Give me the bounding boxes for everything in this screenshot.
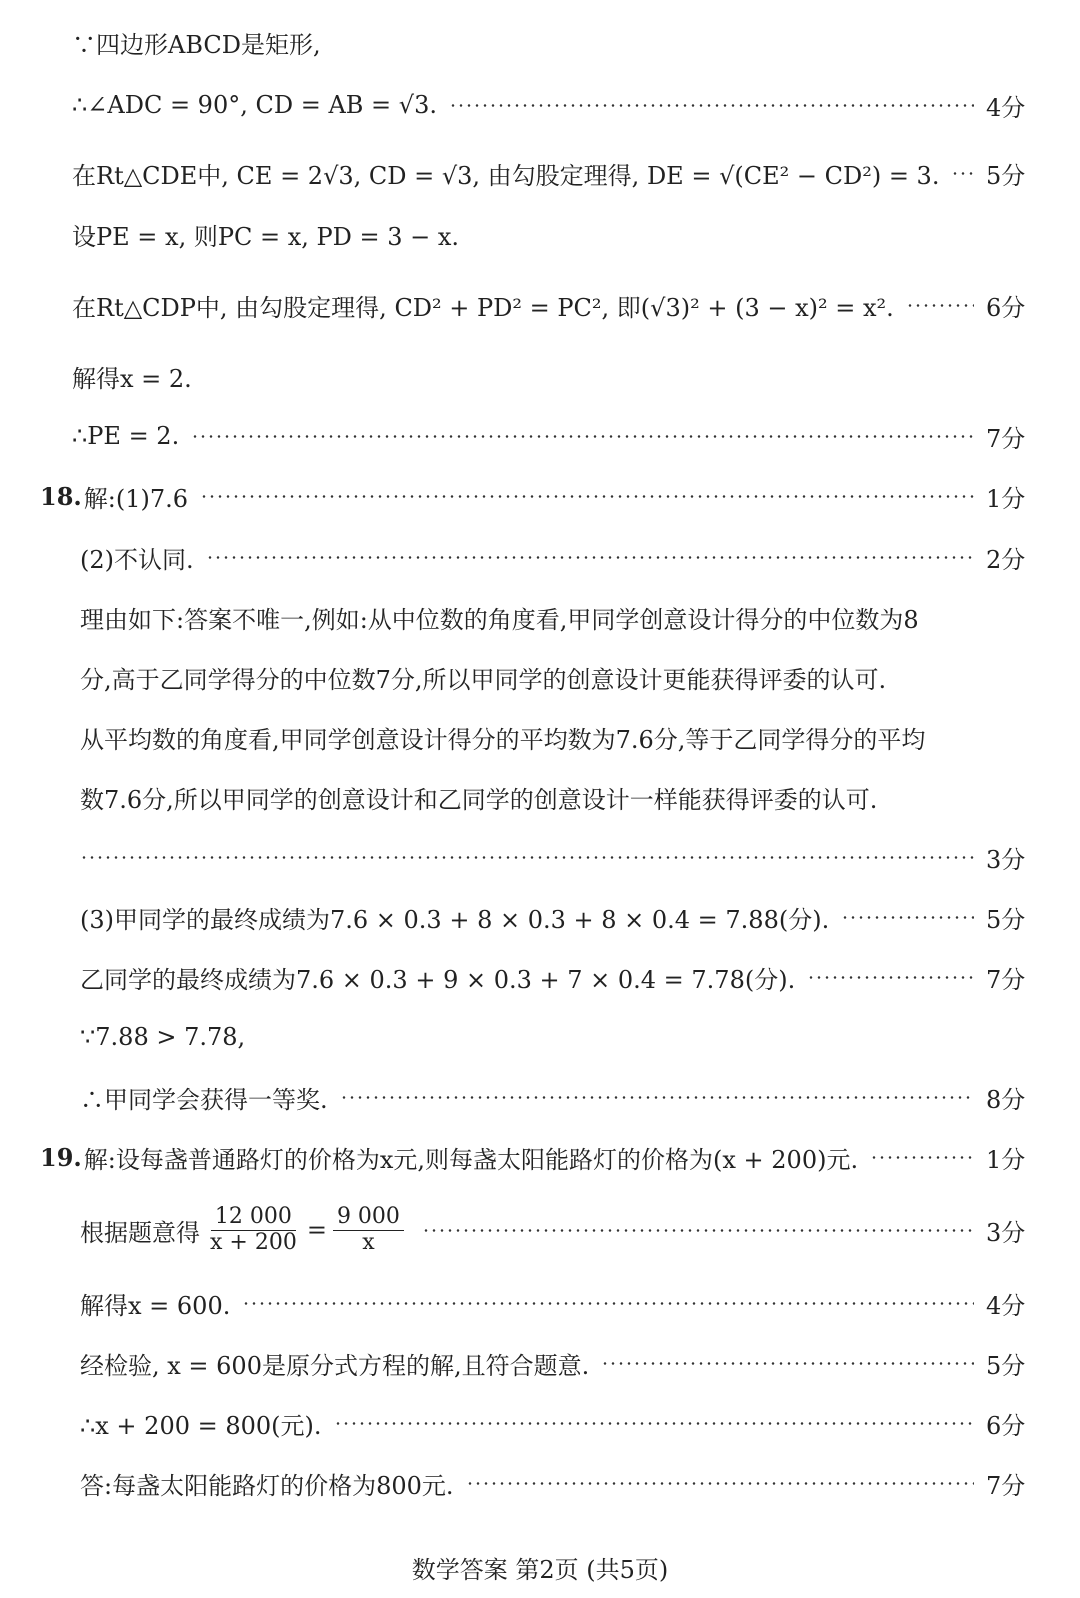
dot-leader (200, 495, 974, 498)
score-label: 6分 (986, 293, 1026, 322)
solution-line: 解得x = 600. 4分 (0, 1283, 1080, 1323)
dot-leader (334, 1422, 974, 1425)
score-label: 4分 (986, 1291, 1026, 1320)
score-label: 7分 (986, 965, 1026, 994)
solution-line: 解得x = 2. (72, 364, 192, 393)
dot-leader (951, 172, 974, 175)
solution-line: 乙同学的最终成绩为7.6 × 0.3 + 9 × 0.3 + 7 × 0.4 = 7.78(分). 7分 (0, 957, 1080, 997)
dot-leader (841, 916, 974, 919)
solution-line: 设PE = x, 则PC = x, PD = 3 − x. (72, 222, 460, 251)
dot-leader (206, 556, 974, 559)
dot-leader (242, 1302, 974, 1305)
dot-leader (870, 1156, 974, 1159)
solution-line: ∴甲同学会获得一等奖. 8分 (0, 1077, 1080, 1117)
solution-line: ∴x + 200 = 800(元). 6分 (0, 1403, 1080, 1443)
score-label: 7分 (986, 1471, 1026, 1500)
solution-line (0, 837, 1080, 877)
score-label: 6分 (986, 1411, 1026, 1440)
score-label: 5分 (986, 161, 1026, 190)
solution-line: (2)不认同. 2分 (0, 537, 1080, 577)
dot-leader (906, 304, 974, 307)
fraction: $\frac{9 000}{x}$ (333, 1205, 404, 1254)
solution-line: 在Rt△CDE中, CE = 2√3, CD = √3, 由勾股定理得, DE = √(CE² − CD²) = 3. 5分 (0, 153, 1080, 193)
score-label: 8分 (986, 1085, 1026, 1114)
question-19-header: 19. 解:设每盏普通路灯的价格为x元,则每盏太阳能路灯的价格为(x + 200)元. 1分 (0, 1137, 1080, 1177)
score-label: 5分 (986, 905, 1026, 934)
page-footer: 数学答案 第2页 (共5页) (411, 1556, 669, 1584)
score-label: 4分 (986, 93, 1026, 122)
dot-leader (191, 435, 974, 438)
solution-line: (3)甲同学的最终成绩为7.6 × 0.3 + 8 × 0.3 + 8 × 0.4 = 7.88(分). 5分 (0, 897, 1080, 937)
dot-leader (80, 856, 974, 859)
score-label: 2分 (986, 545, 1026, 574)
dot-leader (807, 976, 974, 979)
solution-line: 分,高于乙同学得分的中位数7分,所以甲同学的创意设计更能获得评委的认可. (80, 665, 887, 694)
score-label: 3分 (986, 1218, 1026, 1247)
solution-line: ∴PE = 2. 7分 (0, 416, 1080, 456)
solution-line: 在Rt△CDP中, 由勾股定理得, CD² + PD² = PC², 即(√3)² + (3 − x)² = x². 6分 (0, 285, 1080, 325)
question-18-header: 18. 解:(1)7.6 1分 (0, 476, 1080, 516)
solution-line: ∴∠ADC = 90°, CD = AB = √3. 4分 (0, 85, 1080, 125)
score-label: 3分 (986, 845, 1026, 874)
solution-line: ∵四边形ABCD是矩形, (72, 30, 321, 59)
solution-line: 答:每盏太阳能路灯的价格为800元. 7分 (0, 1463, 1080, 1503)
solution-line: 根据题意得 $\frac{12 000}{x + 200}$ = $\frac{9 000}{x}$ 3分 (0, 1200, 1080, 1260)
fraction: $\frac{12 000}{x + 200}$ (210, 1204, 297, 1255)
question-number: 19. (40, 1142, 82, 1172)
dot-leader (422, 1229, 974, 1232)
solution-line: ∵7.88 > 7.78, (80, 1023, 246, 1051)
dot-leader (466, 1482, 974, 1485)
dot-leader (340, 1096, 974, 1099)
dot-leader (449, 104, 974, 107)
solution-line: 理由如下:答案不唯一,例如:从中位数的角度看,甲同学创意设计得分的中位数为8 (80, 605, 919, 634)
score-label: 7分 (986, 424, 1026, 453)
score-label: 1分 (986, 1145, 1026, 1174)
score-label: 5分 (986, 1351, 1026, 1380)
question-number: 18. (40, 481, 82, 511)
solution-line: 数7.6分,所以甲同学的创意设计和乙同学的创意设计一样能获得评委的认可. (80, 785, 878, 814)
solution-line: 从平均数的角度看,甲同学创意设计得分的平均数为7.6分,等于乙同学得分的平均 (80, 725, 926, 754)
dot-leader (601, 1362, 974, 1365)
score-label: 1分 (986, 484, 1026, 513)
solution-line: 经检验, x = 600是原分式方程的解,且符合题意. 5分 (0, 1343, 1080, 1383)
